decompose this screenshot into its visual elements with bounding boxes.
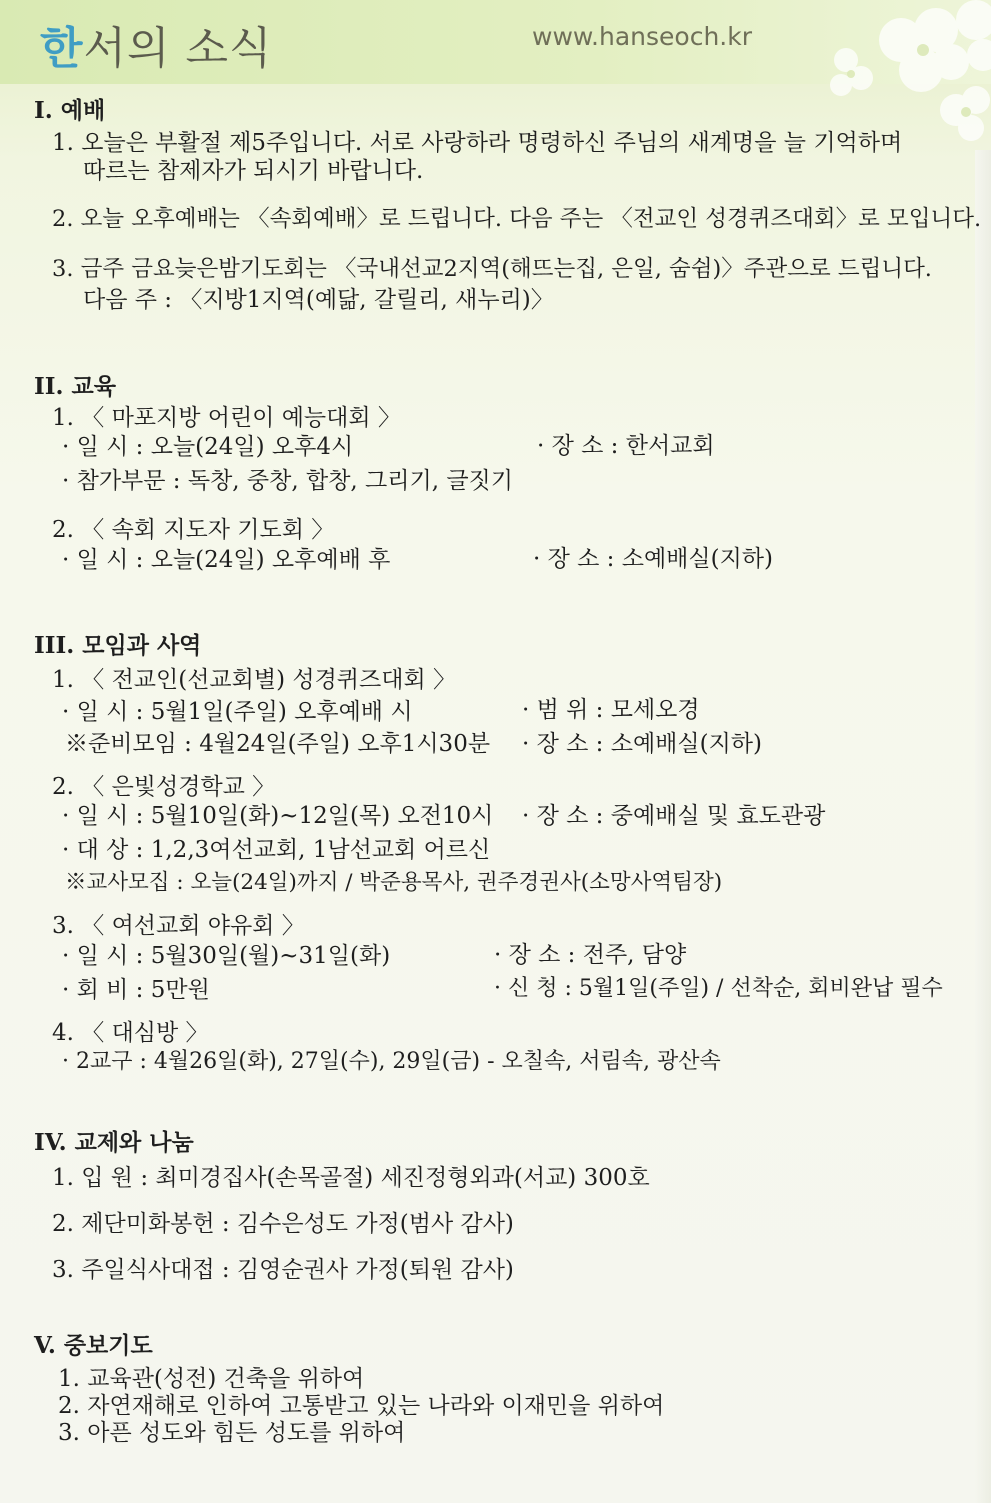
meetings-b-place: · 장 소 : 중예배실 및 효도관광 xyxy=(522,803,826,829)
section-education-title: II. 교육 xyxy=(34,373,116,400)
section-fellowship-title: IV. 교제와 나눔 xyxy=(34,1129,194,1156)
meetings-c-place: · 장 소 : 전주, 담양 xyxy=(494,942,687,968)
education-b-title: 2. 〈 속회 지도자 기도회 〉 xyxy=(52,517,335,543)
education-a-time: · 일 시 : 오늘(24일) 오후4시 xyxy=(62,434,354,460)
meetings-a-title: 1. 〈 전교인(선교회별) 성경퀴즈대회 〉 xyxy=(52,667,456,693)
meetings-b-time: · 일 시 : 5월10일(화)~12일(목) 오전10시 xyxy=(62,803,494,829)
section-worship-title: I. 예배 xyxy=(34,97,106,124)
education-b-place: · 장 소 : 소예배실(지하) xyxy=(533,546,773,572)
education-a-title: 1. 〈 마포지방 어린이 예능대회 〉 xyxy=(52,405,401,431)
right-edge-shade xyxy=(975,150,991,1503)
education-a-place: · 장 소 : 한서교회 xyxy=(537,433,715,459)
section-prayer-title: V. 중보기도 xyxy=(34,1332,153,1359)
meetings-c-fee: · 회 비 : 5만원 xyxy=(62,977,210,1003)
meetings-c-time: · 일 시 : 5월30일(월)~31일(화) xyxy=(62,943,391,969)
meetings-a-place: · 장 소 : 소예배실(지하) xyxy=(522,731,762,757)
page-title xyxy=(40,12,273,76)
prayer-item-2: 2. 자연재해로 인하여 고통받고 있는 나라와 이재민을 위하여 xyxy=(58,1393,665,1419)
meetings-c-apply: · 신 청 : 5월1일(주일) / 선착순, 회비완납 필수 xyxy=(494,976,943,1001)
meetings-b-target: · 대 상 : 1,2,3여선교회, 1남선교회 어르신 xyxy=(62,837,491,863)
prayer-item-1: 1. 교육관(성전) 건축을 위하여 xyxy=(58,1366,365,1392)
fellowship-item-1: 1. 입 원 : 최미경집사(손목골절) 세진정형외과(서교) 300호 xyxy=(52,1165,650,1191)
meetings-a-time: · 일 시 : 5월1일(주일) 오후예배 시 xyxy=(62,699,413,725)
fellowship-item-2: 2. 제단미화봉헌 : 김수은성도 가정(범사 감사) xyxy=(52,1211,514,1237)
meetings-d-detail: · 2교구 : 4월26일(화), 27일(수), 29일(금) - 오칠속, 서림속, 광산속 xyxy=(62,1049,721,1074)
church-url: www.hanseoch.kr xyxy=(532,22,752,51)
fellowship-item-3: 3. 주일식사대접 : 김영순권사 가정(퇴원 감사) xyxy=(52,1257,514,1283)
worship-item-3-cont: 다음 주 : 〈지방1지역(예닮, 갈릴리, 새누리)〉 xyxy=(83,287,554,313)
worship-item-2: 2. 오늘 오후예배는 〈속회예배〉로 드립니다. 다음 주는 〈전교인 성경퀴즈대회〉로 모입니다. xyxy=(52,206,982,232)
section-meetings-title: III. 모임과 사역 xyxy=(34,632,202,659)
prayer-item-3: 3. 아픈 성도와 힘든 성도를 위하여 xyxy=(58,1420,406,1446)
education-a-category: · 참가부문 : 독창, 중창, 합창, 그리기, 글짓기 xyxy=(62,468,513,494)
title-highlight: 한 xyxy=(40,23,84,74)
title-rest: 서의 소식 xyxy=(83,23,273,74)
education-b-time: · 일 시 : 오늘(24일) 오후예배 후 xyxy=(62,547,391,573)
meetings-b-title: 2. 〈 은빛성경학교 〉 xyxy=(52,774,276,800)
worship-item-3: 3. 금주 금요늦은밤기도회는 〈국내선교2지역(해뜨는집, 은일, 숨쉼)〉주관으로 드립니다. xyxy=(52,256,932,282)
worship-item-1: 1. 오늘은 부활절 제5주입니다. 서로 사랑하라 명령하신 주님의 새계명을 늘 기억하며 xyxy=(52,130,903,156)
meetings-d-title: 4. 〈 대심방 〉 xyxy=(52,1020,209,1046)
worship-item-1-cont: 따르는 참제자가 되시기 바랍니다. xyxy=(83,158,424,184)
meetings-c-title: 3. 〈 여선교회 야유회 〉 xyxy=(52,913,305,939)
meetings-a-prep: ※준비모임 : 4월24일(주일) 오후1시30분 xyxy=(65,731,491,757)
meetings-b-teacher: ※교사모집 : 오늘(24일)까지 / 박준용목사, 권주경권사(소망사역팀장) xyxy=(65,870,723,895)
meetings-a-range: · 범 위 : 모세오경 xyxy=(522,697,700,723)
